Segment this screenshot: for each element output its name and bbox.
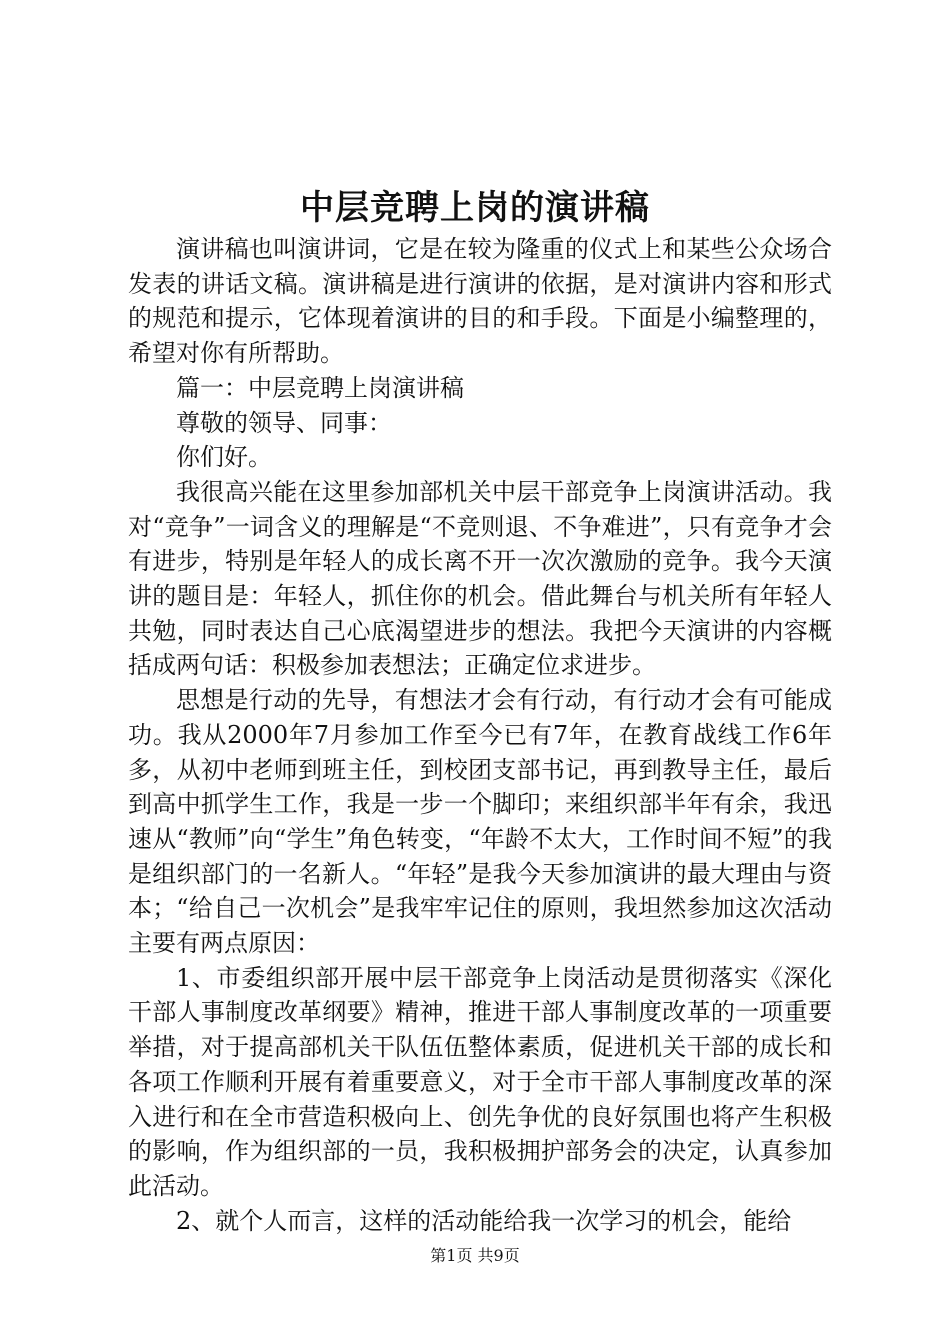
paragraph-background: 思想是行动的先导，有想法才会有行动，有行动才会有可能成功。我从2000年7月参加工作至今已有7年，在教育战线工作6年多，从初中老师到班主任，到校团支部书记，再到教导主任，最后到高中抓学生工作，我是一步一个脚印；来组织部半年有余，我迅速从“教师”向“学生”角色转变，“年龄不太大，工作时间不短”的我是组织部门的一名新人。“年轻”是我今天参加演讲的最大理由与资本；“给自己一次机会”是我牢牢记住的原则，我坦然参加这次活动主要有两点原因： xyxy=(128,686,832,958)
paragraph-opening: 我很高兴能在这里参加部机关中层干部竞争上岗演讲活动。我对“竞争”一词含义的理解是“不竞则退、不争难进”，只有竞争才会有进步，特别是年轻人的成长离不开一次次激励的竞争。我今天演讲的题目是：年轻人，抓住你的机会。借此舞台与机关所有年轻人共勉，同时表达自己心底渴望进步的想法。我把今天演讲的内容概括成两句话：积极参加表想法；正确定位求进步。 xyxy=(128,477,832,680)
paragraph-salutation: 尊敬的领导、同事： xyxy=(176,408,392,437)
document-title: 中层竞聘上岗的演讲稿 xyxy=(300,188,650,228)
paragraph-intro: 演讲稿也叫演讲词，它是在较为隆重的仪式上和某些公众场合发表的讲话文稿。演讲稿是进行演讲的依据，是对演讲内容和形式的规范和提示，它体现着演讲的目的和手段。下面是小编整理的，希望对你有所帮助。 xyxy=(128,235,832,368)
paragraph-reason-1: 1、市委组织部开展中层干部竞争上岗活动是贯彻落实《深化干部人事制度改革纲要》精神，推进干部人事制度改革的一项重要举措，对于提高部机关干队伍伍整体素质，促进机关干部的成长和各项工作顺利开展有着重要意义，对于全市干部人事制度改革的深入进行和在全市营造积极向上、创先争优的良好氛围也将产生积极的影响，作为组织部的一员，我积极拥护部务会的决定，认真参加此活动。 xyxy=(128,963,832,1200)
paragraph-greeting: 你们好。 xyxy=(176,443,272,472)
paragraph-reason-2: 2、就个人而言，这样的活动能给我一次学习的机会，能给 xyxy=(176,1206,792,1235)
document-body xyxy=(128,232,832,1238)
page-footer: 第1页 共9页 xyxy=(430,1246,520,1265)
paragraph-section-heading: 篇一：中层竞聘上岗演讲稿 xyxy=(176,373,464,402)
